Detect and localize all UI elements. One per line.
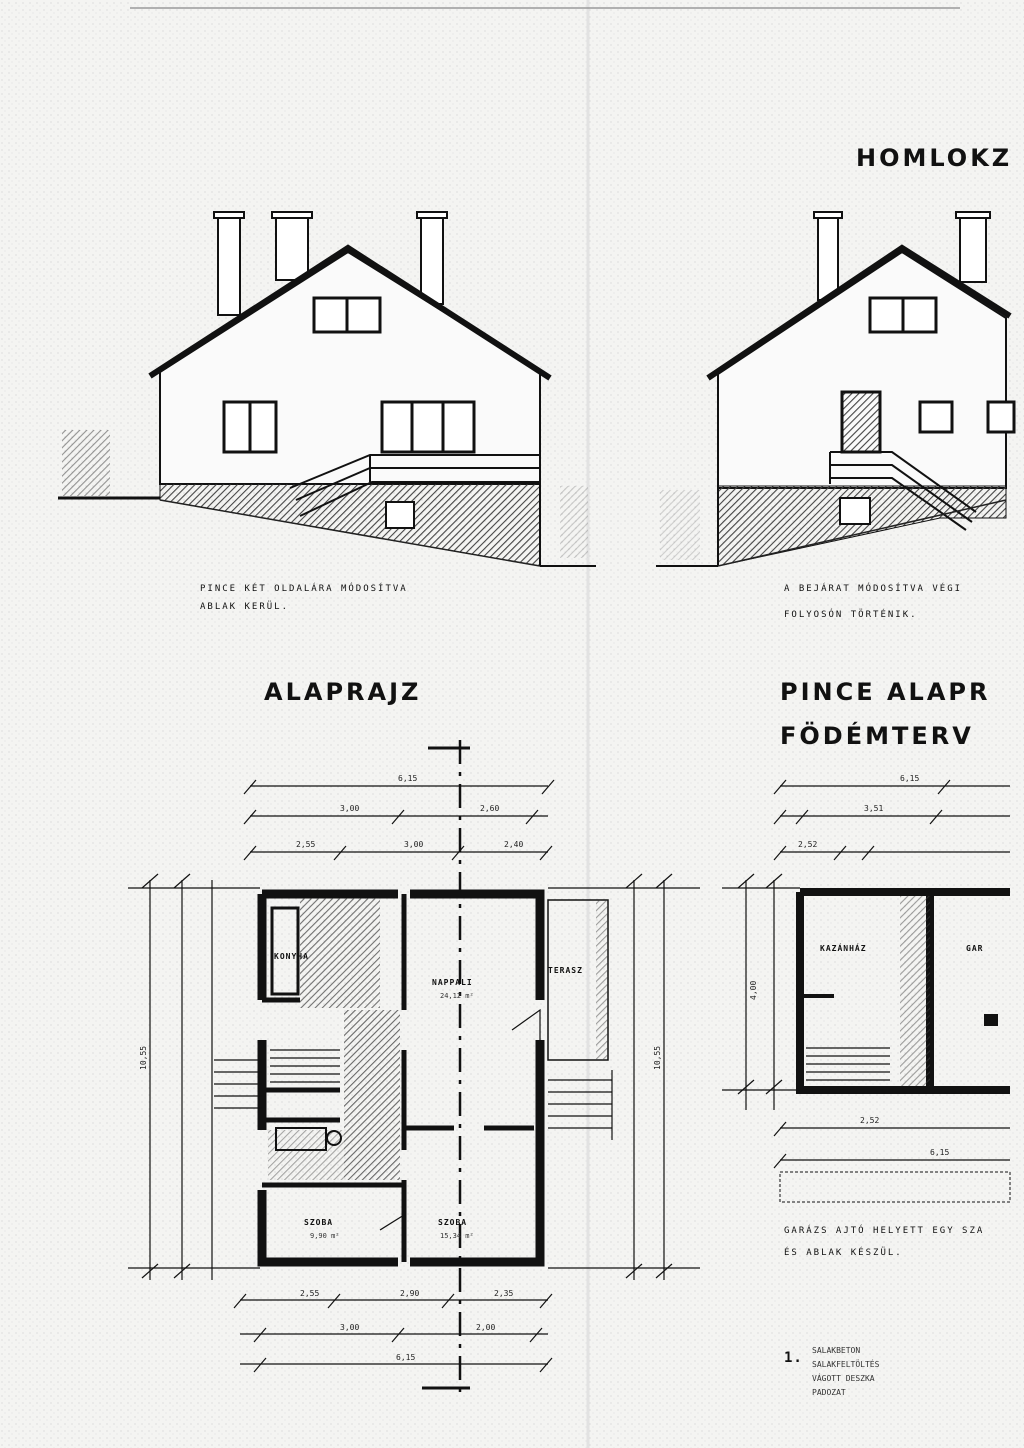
note-left-line2: ABLAK KERÜL.	[200, 602, 290, 612]
dim-total-bottom: 6,15	[396, 1353, 416, 1362]
dim-cellar-bottom-a: 2,52	[860, 1116, 880, 1125]
note-garage-line2: ÉS ABLAK KÉSZÜL.	[784, 1248, 903, 1258]
dim-cellar-c: 4,00	[749, 980, 758, 1000]
legend-line1: SALAKBETON	[812, 1346, 861, 1355]
room-garage-label: GAR	[966, 944, 984, 953]
dim-top-e: 2,40	[504, 840, 524, 849]
cellar-plan-subtitle: FÖDÉMTERV	[780, 722, 974, 750]
dim-bottom-e: 2,00	[476, 1323, 496, 1332]
dim-left-total: 10,55	[139, 1045, 148, 1070]
dim-bottom-b: 2,90	[400, 1289, 420, 1298]
room-living-label: NAPPALI	[432, 978, 473, 987]
room-1-label: SZOBA	[304, 1218, 334, 1227]
dim-top-a: 3,00	[340, 804, 360, 813]
dim-cellar-bottom: 6,15	[930, 1148, 950, 1157]
note-garage-line1: GARÁZS AJTÓ HELYETT EGY SZA	[784, 1226, 985, 1236]
room-boiler-label: KAZÁNHÁZ	[820, 944, 867, 953]
dim-top-c: 2,55	[296, 840, 316, 849]
note-left-line1: PINCE KÉT OLDALÁRA MÓDOSÍTVA	[200, 584, 408, 594]
dim-cellar-a: 3,51	[864, 804, 884, 813]
dim-right-total: 10,55	[653, 1045, 662, 1070]
dim-top-b: 2,60	[480, 804, 500, 813]
room-1-area: 9,90 m²	[310, 1232, 340, 1240]
note-right-line2: FOLYOSÓN TÖRTÉNIK.	[784, 610, 918, 620]
dim-top-d: 3,00	[404, 840, 424, 849]
note-right-line1: A BEJÁRAT MÓDOSÍTVA VÉGI	[784, 584, 963, 594]
room-terrace-label: TERASZ	[548, 966, 583, 975]
ground-plan-title: ALAPRAJZ	[264, 678, 422, 706]
dim-cellar-b: 2,52	[798, 840, 818, 849]
dim-bottom-d: 3,00	[340, 1323, 360, 1332]
legend-number: 1.	[784, 1350, 803, 1366]
legend-line2: SALAKFELTÖLTÉS	[812, 1360, 880, 1369]
room-living-area: 24,12 m²	[440, 992, 474, 1000]
facade-title: HOMLOKZ	[856, 144, 1013, 172]
dim-bottom-a: 2,55	[300, 1289, 320, 1298]
dim-cellar-top: 6,15	[900, 774, 920, 783]
room-kitchen-label: KONYHA	[274, 952, 309, 961]
cellar-plan-title: PINCE ALAPR	[780, 678, 991, 706]
dim-bottom-c: 2,35	[494, 1289, 514, 1298]
dim-total-top: 6,15	[398, 774, 418, 783]
legend-line4: PADOZAT	[812, 1388, 846, 1397]
room-2-label: SZOBA	[438, 1218, 468, 1227]
legend-line3: VÁGOTT DESZKA	[812, 1374, 875, 1383]
room-2-area: 15,34 m²	[440, 1232, 474, 1240]
